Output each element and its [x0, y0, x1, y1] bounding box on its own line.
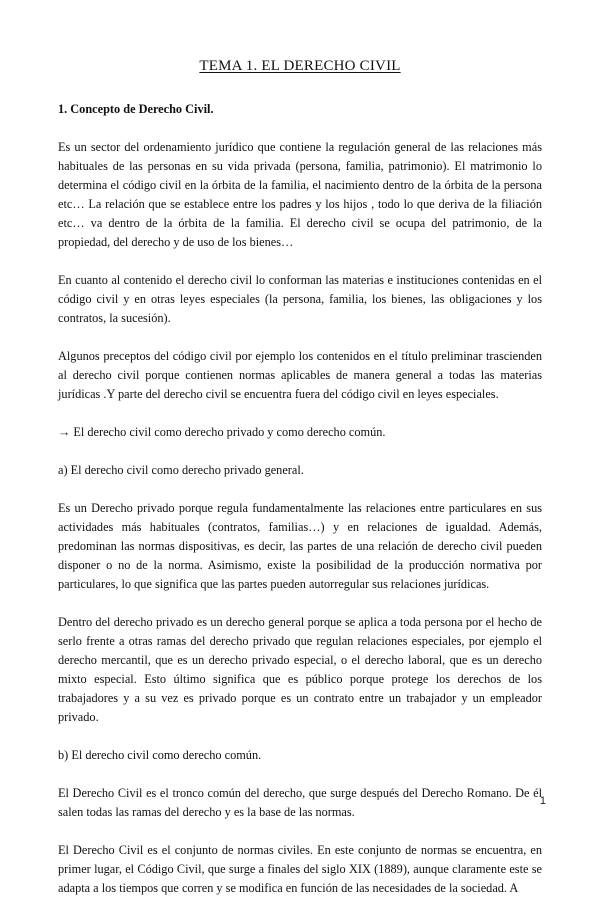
subheading-private-law: a) El derecho civil como derecho privado general.	[58, 463, 304, 477]
paragraph-arrow-heading: → El derecho civil como derecho privado y como derecho común.	[58, 425, 386, 439]
paragraph-private-law: Es un Derecho privado porque regula fundamentalmente las relaciones entre particulares en sus actividades más habituales (contratos, familias…) y en relaciones de igualdad. Además, predominan las normas dispositivas, es decir, las partes de una relación de derecho civil pueden disponer o no de la norma. Asimismo, existe la posibilidad de la producción normativa por particulares, lo que significa que las partes pueden autorregular sus relaciones jurídicas.	[58, 501, 542, 591]
document-body	[58, 100, 542, 898]
page-number: 1	[539, 795, 546, 807]
section-heading: 1. Concepto de Derecho Civil.	[58, 102, 214, 116]
page-title: TEMA 1. EL DERECHO CIVIL	[199, 58, 401, 74]
paragraph-definition: Es un sector del ordenamiento jurídico que contiene la regulación general de las relaciones más habituales de las personas en su vida privada (persona, familia, patrimonio). El matrimonio lo determina el código civil en la órbita de la familia, el nacimiento dentro de la órbita de la persona etc… La relación que se establece entre los padres y los hijos , todo lo que deriva de la filiación etc… va dentro de la órbita de la familia. El derecho civil se ocupa del patrimonio, de la propiedad, del derecho y de uso de los bienes…	[58, 140, 542, 249]
paragraph-civil-code: El Derecho Civil es el conjunto de normas civiles. En este conjunto de normas se encuentra, en primer lugar, el Código Civil, que surge a finales del siglo XIX (1889), aunque claramente este se adapta a los tiempos que corren y se modifica en función de las necesidades de la sociedad. A	[58, 843, 542, 895]
paragraph-general-law: Dentro del derecho privado es un derecho general porque se aplica a toda persona por el hecho de serlo frente a otras ramas del derecho privado que regulan relaciones especiales, por ejemplo el derecho mercantil, que es un derecho privado especial, o el derecho laboral, que es un derecho mixto especial. Esto último significa que es público porque protege los derechos de los trabajadores y a su vez es privado porque es un contrato entre un trabajador y un empleador privado.	[58, 615, 542, 724]
paragraph-common-trunk: El Derecho Civil es el tronco común del derecho, que surge después del Derecho Romano. De él salen todas las ramas del derecho y es la base de las normas.	[58, 786, 542, 819]
subheading-common-law: b) El derecho civil como derecho común.	[58, 748, 262, 762]
paragraph-content: En cuanto al contenido el derecho civil lo conforman las materias e instituciones contenidas en el código civil y en otras leyes especiales (la persona, familia, los bienes, las obligaciones y los contratos, la sucesión).	[58, 273, 542, 325]
paragraph-precepts: Algunos preceptos del código civil por ejemplo los contenidos en el título preliminar trascienden al derecho civil porque contienen normas aplicables de manera general a todas las materias jurídicas .Y parte del derecho civil se encuentra fuera del código civil en leyes especiales.	[58, 349, 542, 401]
